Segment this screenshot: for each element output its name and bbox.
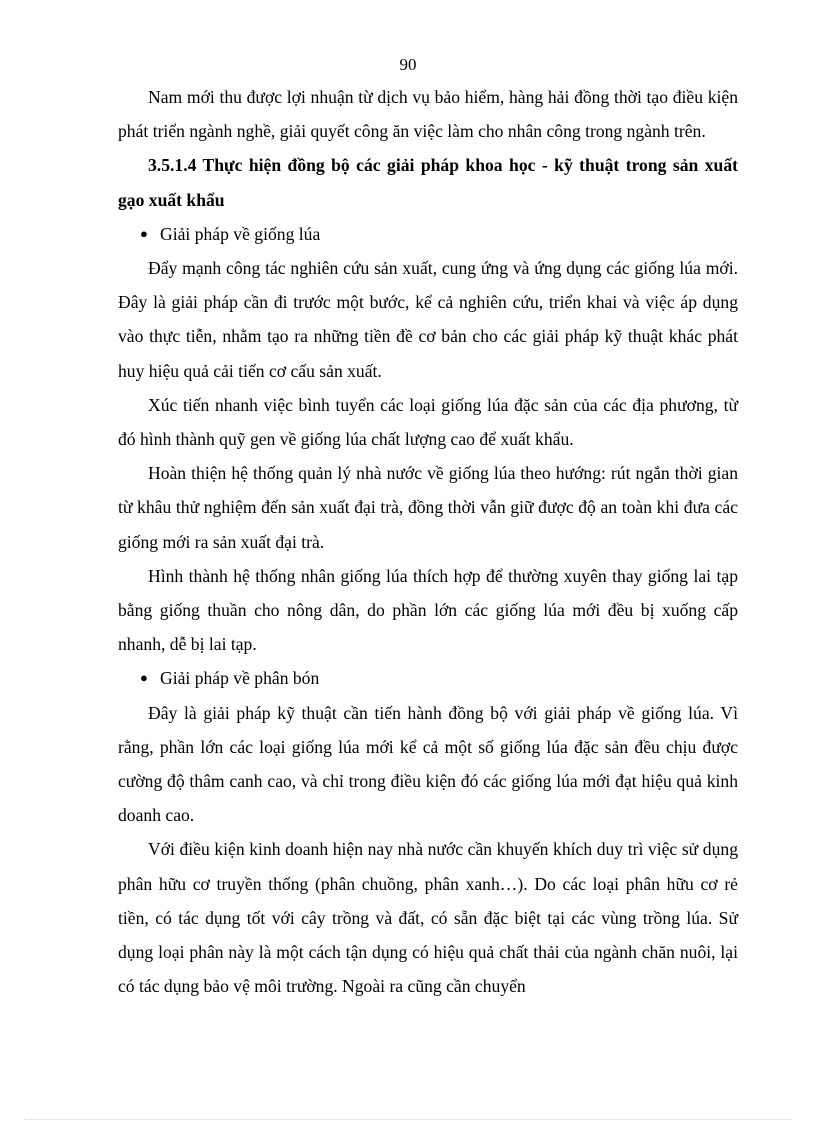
bullet-label: Giải pháp về giống lúa bbox=[160, 223, 321, 244]
section-heading: 3.5.1.4 Thực hiện đồng bộ các giải pháp khoa học - kỹ thuật trong sản xuất gạo xuất khẩu bbox=[118, 155, 738, 210]
paragraph: Đây là giải pháp kỹ thuật cần tiến hành đồng bộ với giải pháp về giống lúa. Vì rằng, phần lớn các loại giống lúa mới kể cả một số giống lúa đặc sản đều chịu được cường độ thâm canh cao, và chỉ trong điều kiện đó các giống lúa mới đạt hiệu quả kinh doanh cao. bbox=[118, 702, 738, 826]
bullet-label: Giải pháp về phân bón bbox=[160, 668, 320, 689]
bullet-item bbox=[118, 661, 738, 695]
bullet-icon: ● bbox=[140, 225, 148, 241]
paragraph: Xúc tiến nhanh việc bình tuyển các loại giống lúa đặc sản của các địa phương, từ đó hình thành quỹ gen về giống lúa chất lượng cao để xuất khẩu. bbox=[118, 394, 738, 450]
paragraph: Nam mới thu được lợi nhuận từ dịch vụ bảo hiểm, hàng hải đồng thời tạo điều kiện phát triển ngành nghề, giải quyết công ăn việc làm cho nhân công trong ngành trên. bbox=[118, 87, 738, 142]
bullet-icon: ● bbox=[140, 670, 148, 686]
paragraph: Đẩy mạnh công tác nghiên cứu sản xuất, cung ứng và ứng dụng các giống lúa mới. Đây là giải pháp cần đi trước một bước, kể cả nghiên cứu, triển khai và việc áp dụng vào thực tiễn, nhằm tạo ra những tiền đề cơ bản cho các giải pháp kỹ thuật khác phát huy hiệu quả cải tiến cơ cấu sản xuất. bbox=[118, 258, 738, 381]
paragraph: Với điều kiện kinh doanh hiện nay nhà nước cần khuyến khích duy trì việc sử dụng phân hữu cơ truyền thống (phân chuồng, phân xanh…). Do các loại phân hữu cơ rẻ tiền, có tác dụng tốt với cây trồng và đất, có sẵn đặc biệt tại các vùng trồng lúa. Sử dụng loại phân này là một cách tận dụng có hiệu quả chất thải của ngành chăn nuôi, lại có tác dụng bảo vệ môi trường. Ngoài ra cũng cần chuyển bbox=[118, 839, 738, 997]
bullet-item bbox=[118, 217, 738, 251]
page-number: 90 bbox=[399, 55, 417, 74]
page-bottom-divider bbox=[24, 1119, 792, 1120]
paragraph: Hoàn thiện hệ thống quản lý nhà nước về giống lúa theo hướng: rút ngắn thời gian từ khâu thử nghiệm đến sản xuất đại trà, đồng thời vẫn giữ được độ an toàn khi đưa các giống mới ra sản xuất đại trà. bbox=[118, 463, 738, 552]
document-body bbox=[118, 80, 738, 1003]
paragraph: Hình thành hệ thống nhân giống lúa thích hợp để thường xuyên thay giống lai tạp bằng giống thuần cho nông dân, do phần lớn các giống lúa mới đều bị xuống cấp nhanh, dễ bị lai tạp. bbox=[118, 565, 738, 655]
